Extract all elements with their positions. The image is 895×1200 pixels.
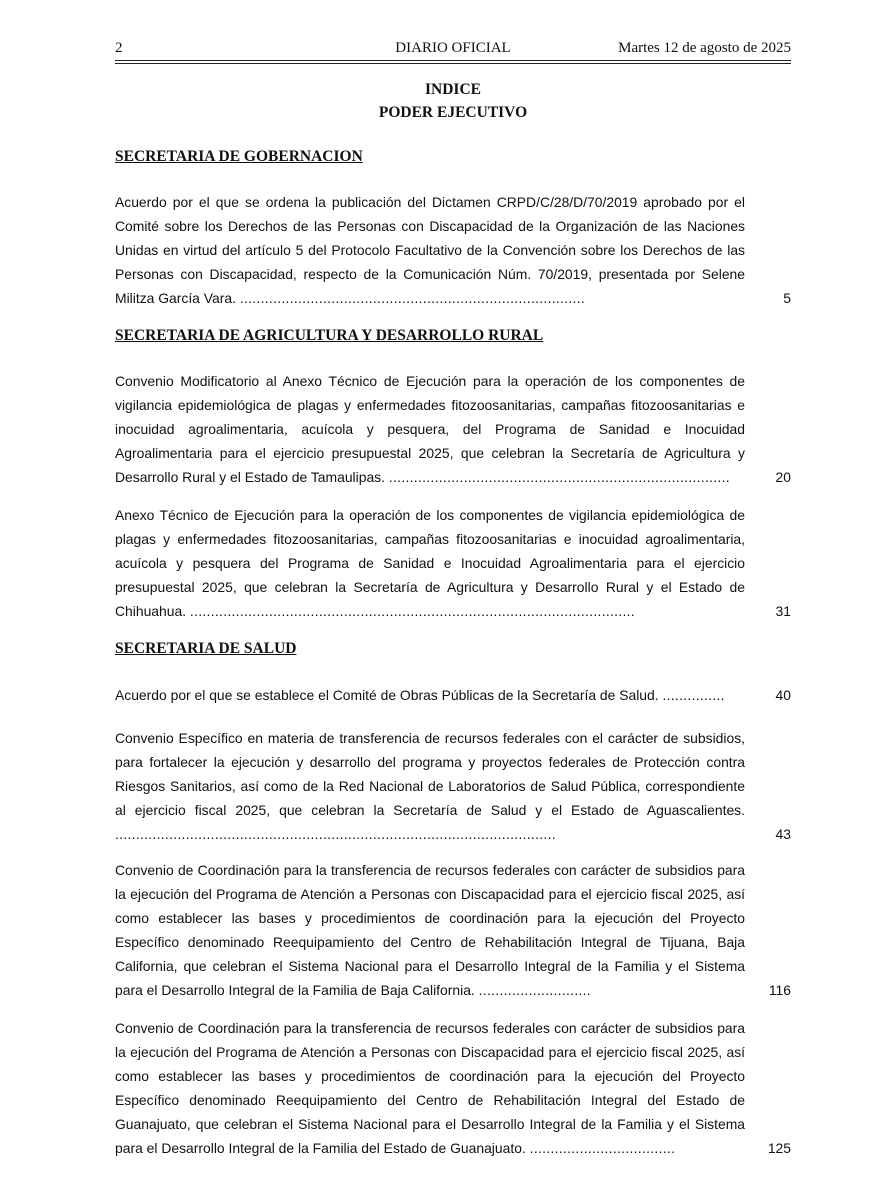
running-header — [115, 40, 791, 62]
entry-description: Convenio de Coordinación para la transferencia de recursos federales con carácter de subsidios para la ejecución del Programa de Atención a Personas con Discapacidad para el ejercicio fiscal 2025, así como establecer las bases y procedimientos de coordinación para la ejecución del Proyecto Específico denominado Reequipamiento del Centro de Rehabilitación Integral de Tijuana, Baja California, que celebran el Sistema Nacional para el Desarrollo Integral de la Familia y el Sistema para el Desarrollo Integral de la Familia de Baja California. ........................... — [115, 862, 745, 998]
header-rule-bottom — [115, 63, 791, 64]
publication-name: DIARIO OFICIAL — [395, 40, 511, 56]
entry-page-number: 31 — [775, 603, 791, 619]
dot-leader: ............... — [662, 687, 725, 703]
entry-description: Convenio Modificatorio al Anexo Técnico de Ejecución para la operación de los componentes de vigilancia epidemiológica de plagas y enfermedades fitozoosanitarias, campañas fitozoosanitarias e inocuidad agroalimentaria, acuícola y pesquera, del Programa de Sanidad e Inocuidad Agroalimentaria para el ejercicio presupuestal 2025, que celebran la Secretaría de Agricultura y Desarrollo Rural y el Estado de Tamaulipas. .................................................................................. — [115, 373, 745, 485]
index-title: INDICE — [425, 81, 481, 98]
entry-description: Acuerdo por el que se establece el Comité de Obras Públicas de la Secretaría de Salud. ............... — [115, 687, 725, 703]
entry-page-number: 40 — [775, 687, 791, 703]
index-entry[interactable] — [115, 503, 791, 623]
index-entry[interactable] — [115, 369, 791, 489]
header-rule-top — [115, 60, 791, 61]
dot-leader: .................................................................................. — [388, 469, 730, 485]
dot-leader: ........................... — [478, 982, 591, 998]
index-entry[interactable] — [115, 683, 791, 707]
section-heading-salud: SECRETARIA DE SALUD — [115, 640, 297, 657]
entry-description: Convenio de Coordinación para la transferencia de recursos federales con carácter de subsidios para la ejecución del Programa de Atención a Personas con Discapacidad para el ejercicio fiscal 2025, así como establecer las bases y procedimientos de coordinación para la ejecución del Proyecto Específico denominado Reequipamiento del Centro de Rehabilitación Integral del Estado de Guanajuato, que celebran el Sistema Nacional para el Desarrollo Integral de la Familia y el Sistema para el Desarrollo Integral de la Familia del Estado de Guanajuato. ................................... — [115, 1020, 745, 1156]
page-number: 2 — [115, 40, 123, 56]
entry-page-number: 116 — [768, 982, 791, 998]
index-entry[interactable] — [115, 726, 791, 846]
index-entry[interactable] — [115, 190, 791, 310]
section-heading-agricultura: SECRETARIA DE AGRICULTURA Y DESARROLLO RURAL — [115, 327, 544, 344]
index-branch: PODER EJECUTIVO — [378, 104, 528, 121]
entry-description: Convenio Específico en materia de transferencia de recursos federales con el carácter de subsidios, para fortalecer la ejecución y desarrollo del programa y proyectos federales de Protección contra Riesgos Sanitarios, así como de la Red Nacional de Laboratorios de Salud Pública, correspondiente al ejercicio fiscal 2025, que celebran la Secretaría de Salud y el Estado de Aguascalientes. .......................................................................................................... — [115, 730, 745, 842]
dot-leader: ........................................................................................................... — [189, 603, 635, 619]
section-heading-gobernacion: SECRETARIA DE GOBERNACION — [115, 148, 363, 165]
dot-leader: .......................................................................................................... — [115, 826, 556, 842]
entry-page-number: 43 — [775, 826, 791, 842]
entry-page-number: 125 — [767, 1140, 791, 1156]
index-entry[interactable] — [115, 1016, 791, 1160]
entry-description: Anexo Técnico de Ejecución para la operación de los componentes de vigilancia epidemiológica de plagas y enfermedades fitozoosanitarias, campañas fitozoosanitarias e inocuidad agroalimentaria, acuícola y pesquera del Programa de Sanidad e Inocuidad Agroalimentaria para el ejercicio presupuestal 2025, que celebran la Secretaría de Agricultura y Desarrollo Rural y el Estado de Chihuahua. ........................................................................................................... — [115, 507, 745, 619]
publication-date: Martes 12 de agosto de 2025 — [618, 40, 791, 56]
entry-description: Acuerdo por el que se ordena la publicación del Dictamen CRPD/C/28/D/70/2019 aprobado por el Comité sobre los Derechos de las Personas con Discapacidad de la Organización de las Naciones Unidas en virtud del artículo 5 del Protocolo Facultativo de la Convención sobre los Derechos de las Personas con Discapacidad, respecto de la Comunicación Núm. 70/2019, presentada por Selene Militza García Vara. ................................................................................... — [115, 194, 745, 306]
dot-leader: ................................................................................... — [239, 290, 586, 306]
entry-page-number: 5 — [783, 290, 791, 306]
dot-leader: ................................... — [529, 1140, 676, 1156]
entry-page-number: 20 — [775, 469, 791, 485]
index-entry[interactable] — [115, 858, 791, 1002]
